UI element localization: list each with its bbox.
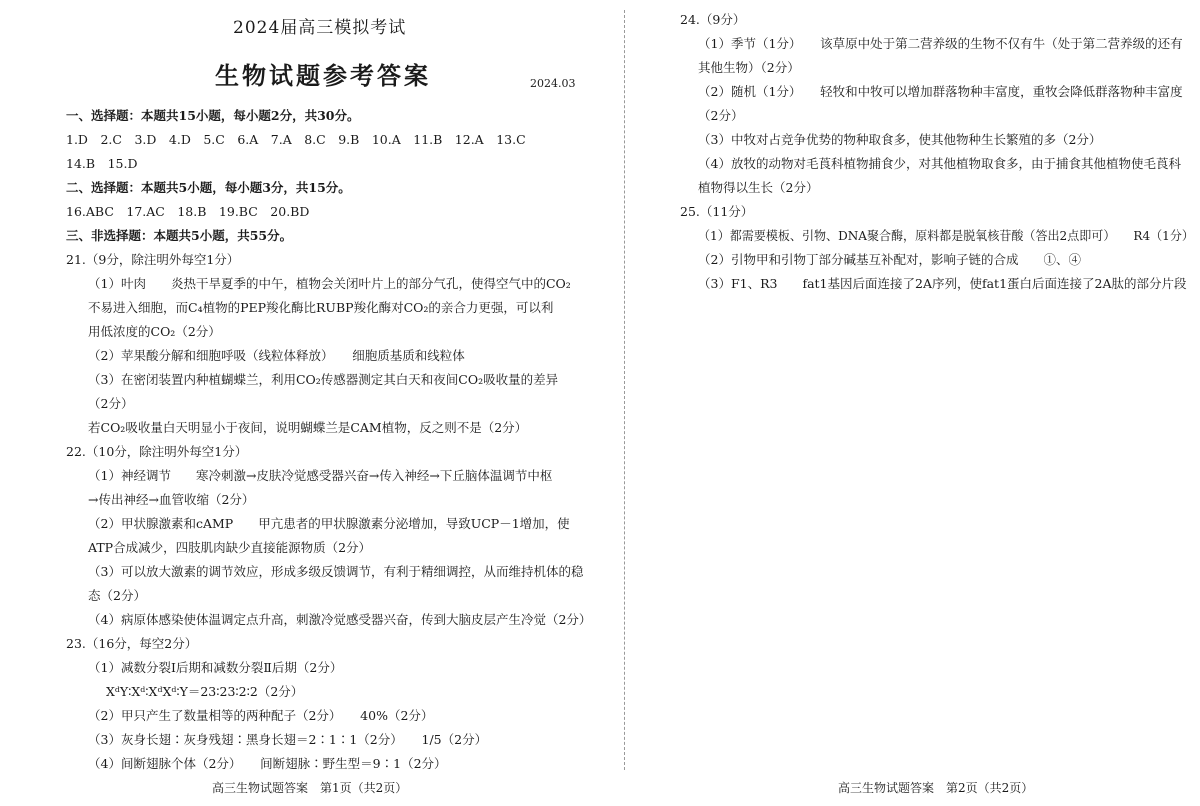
doc-title: 生物试题参考答案	[215, 61, 431, 90]
page-divider	[624, 10, 625, 770]
answer-line: （3）灰身长翅∶灰身残翅∶黑身长翅＝2∶1∶1（2分） 1/5（2分）	[88, 732, 488, 747]
answer-line: （4）病原体感染使体温调定点升高，刺激冷觉感受器兴奋，传到大脑皮层产生冷觉（2分）	[88, 612, 592, 627]
answer-line: →传出神经→血管收缩（2分）	[88, 492, 255, 507]
question-23-heading: 23.（16分，每空2分）	[66, 636, 198, 651]
answer-line: （1）都需要模板、引物、DNA聚合酶，原料都是脱氧核苷酸（答出2点即可） R4（1分）	[698, 228, 1194, 243]
section-1-answers: 14.B 15.D	[66, 156, 138, 171]
answer-line: 不易进入细胞，而C₄植物的PEP羧化酶比RUBP羧化酶对CO₂的亲合力更强，可以利	[88, 300, 554, 315]
page-footer: 高三生物试题答案 第2页（共2页）	[838, 781, 1034, 795]
section-1-answers: 1.D 2.C 3.D 4.D 5.C 6.A 7.A 8.C 9.B 10.A 11.B 12.A 13.C	[66, 132, 526, 147]
answer-line: （1）叶肉 炎热干旱夏季的中午，植物会关闭叶片上的部分气孔，使得空气中的CO₂	[88, 276, 571, 291]
question-22-heading: 22.（10分，除注明外每空1分）	[66, 444, 248, 459]
answer-line: 若CO₂吸收量白天明显小于夜间，说明蝴蝶兰是CAM植物，反之则不是（2分）	[88, 420, 528, 435]
section-3-heading: 三、非选择题：本题共5小题，共55分。	[66, 228, 293, 243]
answer-line: （1）神经调节 寒冷刺激→皮肤冷觉感受器兴奋→传入神经→下丘脑体温调节中枢	[88, 468, 553, 483]
answer-line: （3）中牧对占竞争优势的物种取食多，使其他物种生长繁殖的多（2分）	[698, 132, 1102, 147]
answer-line: （2）引物甲和引物丁部分碱基互补配对，影响子链的合成 ①、④	[698, 252, 1081, 267]
section-1-heading: 一、选择题：本题共15小题，每小题2分，共30分。	[66, 108, 360, 123]
answer-line: 其他生物）（2分）	[698, 60, 800, 75]
section-2-heading: 二、选择题：本题共5小题，每小题3分，共15分。	[66, 180, 351, 195]
answer-line: （4）放牧的动物对毛莨科植物捕食少，对其他植物取食多，由于捕食其他植物使毛莨科	[698, 156, 1181, 171]
page-footer: 高三生物试题答案 第1页（共2页）	[212, 781, 408, 795]
exam-title: 2024届高三模拟考试	[233, 18, 407, 38]
section-2-answers: 16.ABC 17.AC 18.B 19.BC 20.BD	[66, 204, 310, 219]
answer-line: （2）苹果酸分解和细胞呼吸（线粒体释放） 细胞质基质和线粒体	[88, 348, 465, 363]
answer-line: （3）在密闭装置内种植蝴蝶兰，利用CO₂传感器测定其白天和夜间CO₂吸收量的差异	[88, 372, 559, 387]
answer-line: （1）减数分裂Ⅰ后期和减数分裂Ⅱ后期（2分）	[88, 660, 343, 675]
answer-line: （2分）	[698, 108, 744, 123]
answer-line: （2）甲状腺激素和cAMP 甲亢患者的甲状腺激素分泌增加，导致UCP－1增加，使	[88, 516, 570, 531]
answer-line: （4）间断翅脉个体（2分） 间断翅脉∶野生型＝9∶1（2分）	[88, 756, 447, 771]
answer-line: 态（2分）	[88, 588, 146, 603]
answer-line: 用低浓度的CO₂（2分）	[88, 324, 221, 339]
question-21-heading: 21.（9分，除注明外每空1分）	[66, 252, 240, 267]
answer-line: （2）随机（1分） 轻牧和中牧可以增加群落物种丰富度，重牧会降低群落物种丰富度	[698, 84, 1183, 99]
answer-line: （3）可以放大激素的调节效应，形成多级反馈调节，有利于精细调控，从而维持机体的稳	[88, 564, 584, 579]
answer-line: （1）季节（1分） 该草原中处于第二营养级的生物不仅有牛（处于第二营养级的还有	[698, 36, 1183, 51]
answer-line: 植物得以生长（2分）	[698, 180, 819, 195]
question-24-heading: 24.（9分）	[680, 12, 746, 27]
answer-line: ATP合成减少，四肢肌肉缺少直接能源物质（2分）	[88, 540, 372, 555]
answer-line: （2）甲只产生了数量相等的两种配子（2分） 40%（2分）	[88, 708, 434, 723]
answer-line: （2分）	[88, 396, 134, 411]
question-25-heading: 25.（11分）	[680, 204, 754, 219]
answer-line: （3）F1、R3 fat1基因后面连接了2A序列，使fat1蛋白后面连接了2A肽的部分片段	[698, 276, 1187, 291]
answer-line: XᵈY∶Xᵈ∶XᵈXᵈ∶Y＝23∶23∶2∶2（2分）	[106, 684, 304, 699]
doc-date: 2024.03	[530, 77, 576, 90]
answer-page-2	[636, 0, 1200, 806]
